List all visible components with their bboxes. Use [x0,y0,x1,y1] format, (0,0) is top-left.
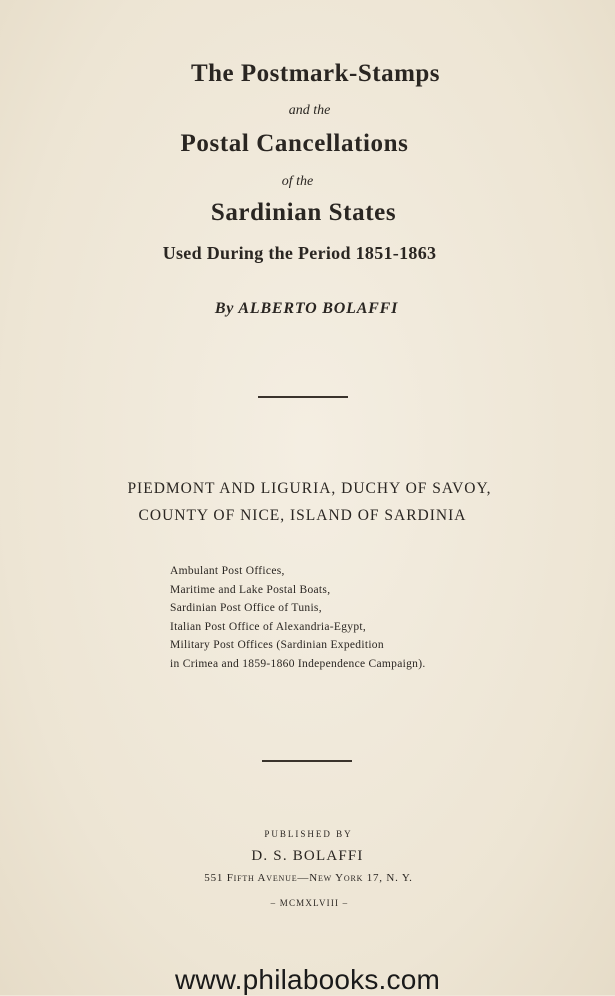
title-line-4: of the [281,174,314,189]
offices-list-item: Military Post Offices (Sardinian Expedition [170,639,384,652]
offices-list-item: Sardinian Post Office of Tunis, [170,602,322,615]
offices-list-item: Italian Post Office of Alexandria-Egypt, [170,620,367,633]
title-line-6: Used During the Period 1851-1863 [162,243,437,263]
title-line-2: and the [288,103,331,118]
offices-list [170,562,426,674]
areas-line-2: COUNTY OF NICE, ISLAND OF SARDINIA [138,507,467,524]
title-line-3: Postal Cancellations [180,130,409,157]
publication-year: – MCMXLVIII – [270,898,349,908]
author-line: By ALBERTO BOLAFFI [214,300,399,317]
offices-list-item: Maritime and Lake Postal Boats, [170,583,331,596]
publisher-address: 551 Fifth Avenue—New York 17, N. Y. [204,872,413,884]
offices-list-item: in Crimea and 1859-1860 Independence Campaign). [170,657,426,670]
divider-rule-bottom [262,760,352,762]
offices-list-item: Ambulant Post Offices, [170,565,285,577]
publisher-name: D. S. BOLAFFI [251,848,364,864]
areas-line-1: PIEDMONT AND LIGURIA, DUCHY OF SAVOY, [127,480,492,497]
divider-rule-top [258,396,348,398]
published-by-label: PUBLISHED BY [264,829,353,839]
title-line-1: The Postmark-Stamps [190,60,441,87]
title-line-5: Sardinian States [210,199,397,226]
watermark-url: www.philabooks.com [174,964,441,995]
